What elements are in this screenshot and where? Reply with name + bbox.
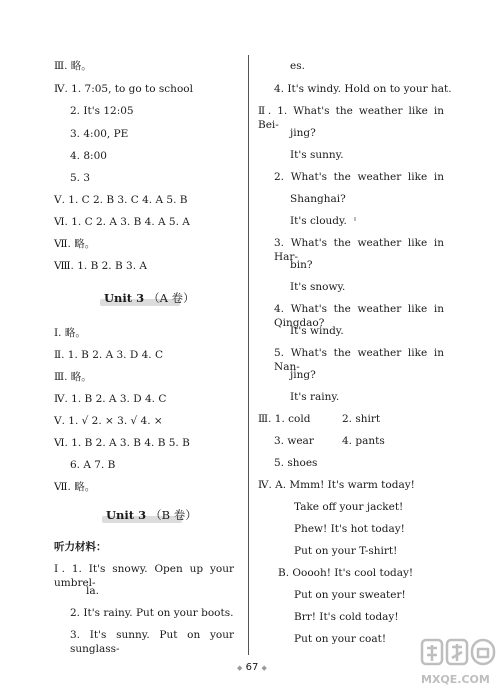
answer-line: Ⅲ. 略。 (54, 60, 92, 72)
answer-line: bin? (290, 259, 313, 271)
answer-line: Ⅳ. 1. 7:05, to go to school (54, 83, 193, 95)
answer-line: 2. It's rainy. Put on your boots. (70, 607, 234, 619)
answer-line: Ⅴ. 1. √ 2. × 3. √ 4. × (54, 415, 163, 427)
answer-line: Ⅵ. 1. C 2. A 3. B 4. A 5. A (54, 216, 190, 228)
answer-line: It's cloudy. (290, 215, 347, 227)
answer-line: Put on your sweater! (294, 589, 406, 601)
unit-paper-label: （B 卷） (150, 508, 197, 522)
answer-line: 4. It's windy. Hold on to your hat. (274, 83, 452, 95)
answer-line: Ⅲ. 1. cold (258, 413, 311, 425)
answer-line: 3. 4:00, PE (70, 128, 129, 140)
answer-line: Ⅳ. A. Mmm! It's warm today! (258, 479, 415, 491)
answer-line: Phew! It's hot today! (294, 523, 405, 535)
page-number (232, 662, 272, 674)
unit-3-a-heading (104, 291, 195, 305)
answer-line: Ⅰ. 1. It's snowy. Open up your umbrel- (54, 563, 234, 589)
answer-line: 2. It's 12:05 (70, 105, 134, 117)
answer-line: Ⅶ. 略。 (54, 238, 96, 250)
answer-line: It's sunny. (290, 149, 344, 161)
answer-line: It's rainy. (290, 391, 340, 403)
answer-line: 3. It's sunny. Put on your sunglass- (70, 629, 234, 655)
watermark-logo (418, 636, 498, 690)
answer-line: 4. pants (342, 435, 385, 447)
answer-line: Ⅳ. 1. B 2. A 3. D 4. C (54, 393, 167, 405)
answer-line: 5. 3 (70, 172, 91, 184)
answer-line: 3. What's the weather like in Har- (274, 237, 444, 263)
answer-line: Put on your coat! (294, 633, 387, 645)
answer-line: Ⅱ. 1. What's the weather like in Bei- (258, 105, 444, 131)
column-divider (248, 55, 249, 655)
answer-line: la. (86, 585, 99, 597)
print-speck (354, 217, 356, 221)
answer-line: Ⅶ. 略。 (54, 481, 96, 493)
answer-line: B. Ooooh! It's cool today! (278, 567, 414, 579)
answer-line: Ⅷ. 1. B 2. B 3. A (54, 260, 147, 272)
answer-line: Ⅱ. 1. B 2. A 3. D 4. C (54, 349, 163, 361)
page-number-value: 67 (245, 662, 259, 673)
answer-line: 3. wear (274, 435, 314, 447)
answer-line: 4. 8:00 (70, 150, 107, 162)
answer-line: Take off your jacket! (294, 501, 404, 513)
answer-line: 5. shoes (274, 457, 318, 469)
answer-line: es. (290, 60, 305, 72)
answer-line: It's windy. (290, 325, 344, 337)
answer-line: Ⅴ. 1. C 2. B 3. C 4. A 5. B (54, 194, 188, 206)
svg-text:MXQE.COM: MXQE.COM (421, 673, 490, 686)
answer-line: 2. shirt (342, 413, 381, 425)
listening-material-title: 听力材料： (54, 541, 107, 553)
answer-line: 6. A 7. B (70, 459, 116, 471)
answer-line: 2. What's the weather like in (274, 171, 444, 183)
answer-line: jing? (290, 127, 316, 139)
answer-line: jing? (290, 369, 316, 381)
answer-line: It's snowy. (290, 281, 346, 293)
answer-line: 4. What's the weather like in Qingdao? (274, 303, 444, 329)
answer-line: Brr! It's cold today! (294, 611, 399, 623)
unit-3-b-heading (106, 508, 197, 522)
answer-line: Shanghai? (290, 193, 346, 205)
ornament-icon: ◆ (261, 664, 267, 672)
answer-line: Ⅲ. 略。 (54, 371, 92, 383)
answer-line: 5. What's the weather like in Nan- (274, 347, 444, 373)
unit-title: Unit 3 (104, 291, 145, 305)
answer-line: Ⅰ. 略。 (54, 327, 86, 339)
answer-line: Put on your T-shirt! (294, 545, 398, 557)
answer-line: Ⅵ. 1. B 2. A 3. B 4. B 5. B (54, 437, 190, 449)
ornament-icon: ◆ (237, 664, 243, 672)
unit-paper-label: （A 卷） (148, 291, 195, 305)
unit-title: Unit 3 (106, 508, 147, 522)
